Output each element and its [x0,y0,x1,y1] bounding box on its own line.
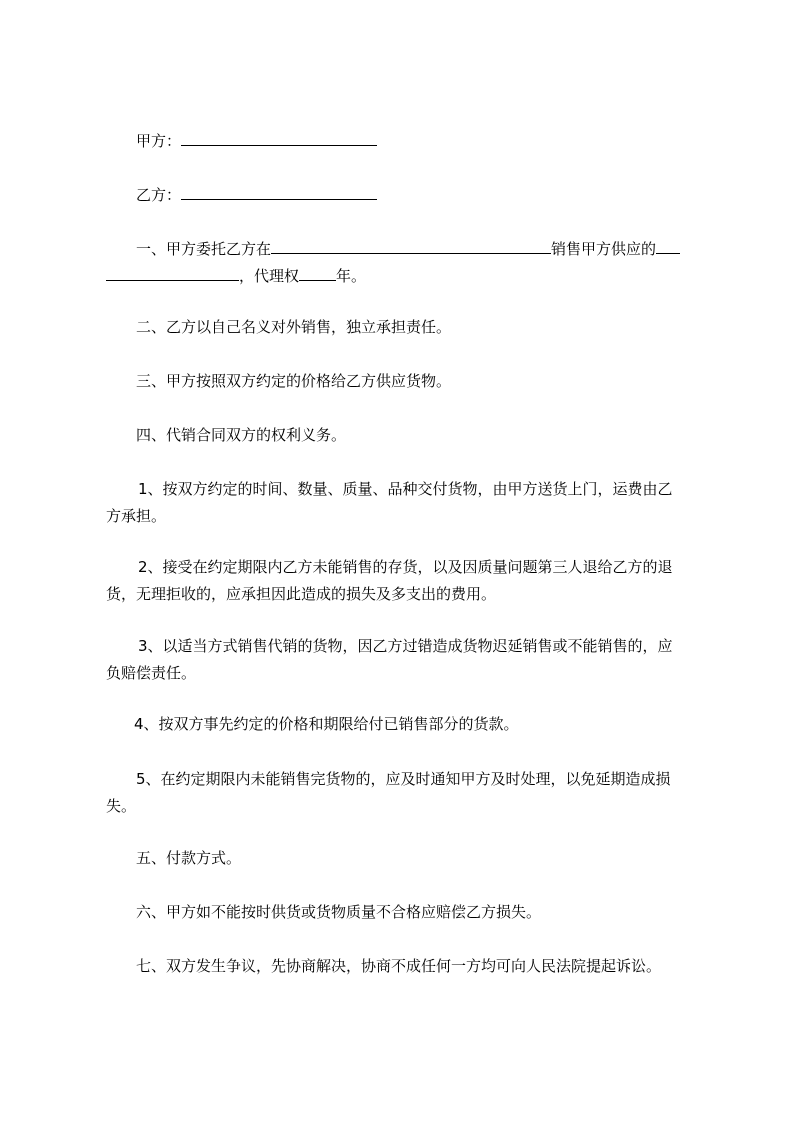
clause-1-location-blank [271,235,551,254]
item-4: 4、按双方事先约定的价格和期限给付已销售部分的货款。 [134,715,519,733]
party-a-label: 甲方： [136,132,182,150]
item-3-line-2: 负赔偿责任。 [106,664,197,682]
party-a-blank [181,127,377,146]
item-5-line-1: 5、在约定期限内未能销售完货物的，应及时通知甲方及时处理，以免延期造成损 [136,770,671,788]
item-5-line-2: 失。 [106,797,137,815]
clause-6: 六、甲方如不能按时供货或货物质量不合格应赔偿乙方损失。 [136,903,542,921]
clause-1-line-1 [136,235,736,263]
clause-1-term-blank [299,262,336,281]
item-1-line-2: 方承担。 [106,507,167,525]
clause-1-part2: 销售甲方供应的 [551,240,657,258]
clause-1-part1: 一、甲方委托乙方在 [136,240,272,258]
party-b-line [136,181,736,209]
item-3-line-1: 3、以适当方式销售代销的货物，因乙方过错造成货物迟延销售或不能销售的，应 [138,637,673,655]
party-a-line [136,127,736,155]
clause-1-line-2 [106,262,706,290]
item-2-line-2: 货，无理拒收的，应承担因此造成的损失及多支出的费用。 [106,585,497,603]
clause-2: 二、乙方以自己名义对外销售，独立承担责任。 [136,318,452,336]
clause-5: 五、付款方式。 [136,849,242,867]
clause-1-part3: ，代理权 [239,267,300,285]
clause-1-part4: 年。 [336,267,367,285]
party-b-blank [181,181,377,200]
clause-4: 四、代销合同双方的权利义务。 [136,426,347,444]
clause-3: 三、甲方按照双方约定的价格给乙方供应货物。 [136,372,452,390]
item-2-line-1: 2、接受在约定期限内乙方未能销售的存货，以及因质量问题第三人退给乙方的退 [138,558,673,576]
clause-1-goods-blank-a [656,235,680,254]
clause-7: 七、双方发生争议，先协商解决，协商不成任何一方均可向人民法院提起诉讼。 [136,957,662,975]
item-1-line-1: 1、按双方约定的时间、数量、质量、品种交付货物，由甲方送货上门，运费由乙 [138,480,673,498]
party-b-label: 乙方： [136,186,182,204]
clause-1-goods-blank-b [106,262,239,281]
